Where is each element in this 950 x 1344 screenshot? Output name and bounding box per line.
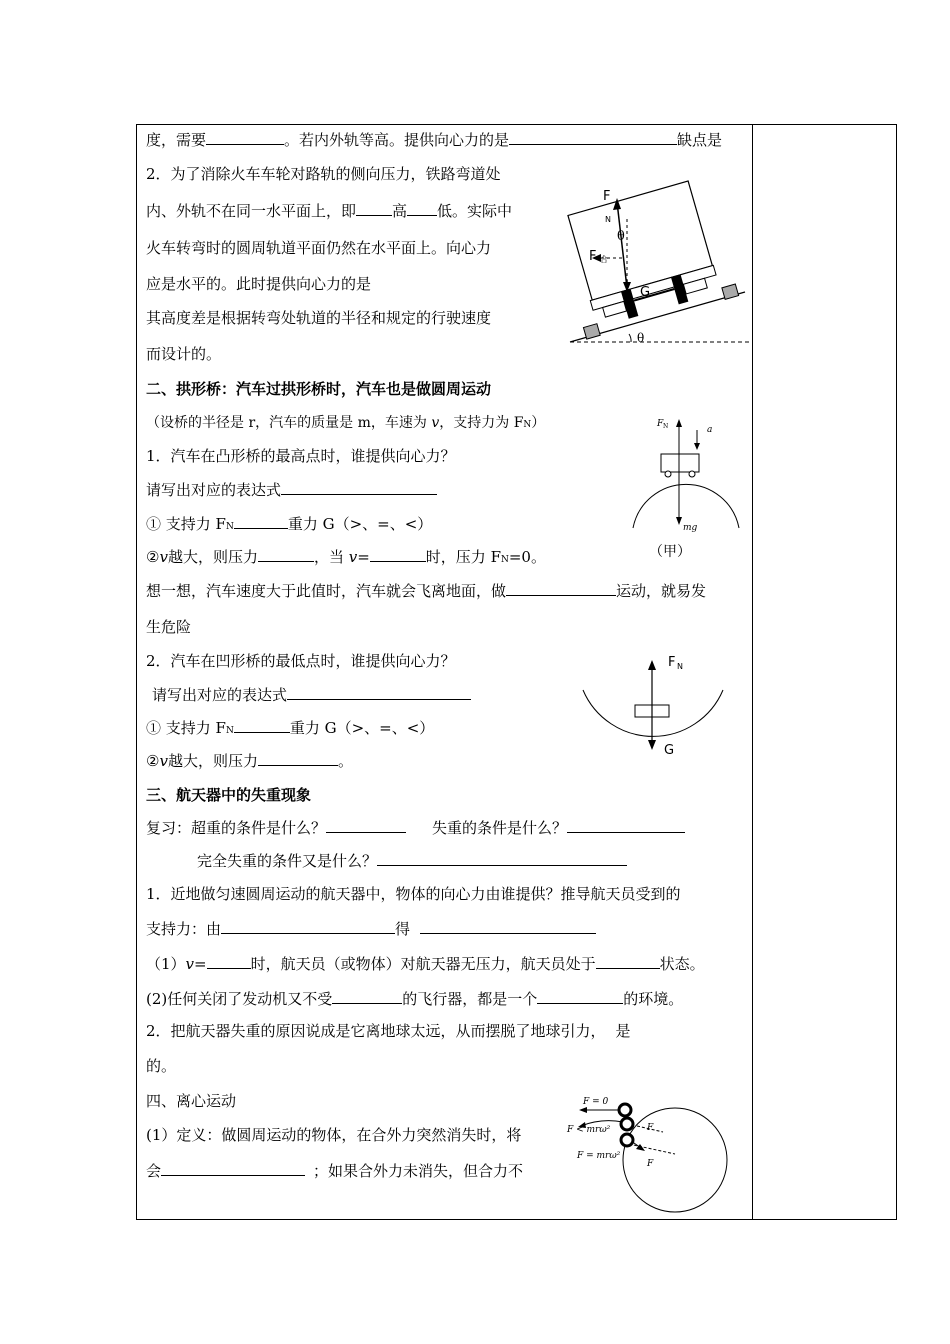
text-line-6: 其高度差是根据转弯处轨道的半径和规定的行驶速度 [146, 309, 492, 327]
force-label: F = 0 [583, 1097, 609, 1107]
force-label: F < mrω² [567, 1125, 611, 1135]
force-label: F [647, 1123, 654, 1133]
text: 2．把航天器失重的原因说成是它离地球太远，从而摆脱了地球引力， [146, 1022, 606, 1040]
answer-blank[interactable] [596, 954, 660, 969]
text: 越大，则压力 [167, 752, 258, 770]
concave-bridge-figure [578, 650, 728, 760]
text: 失重的条件是什么？ [432, 819, 568, 837]
text-line-18 [146, 718, 434, 741]
text-line-7: 而设计的。 [146, 345, 222, 363]
angle-label: θ [637, 331, 645, 345]
text-line-22 [197, 851, 627, 871]
text-line-30: (1）定义：做圆周运动的物体，在合外力突然消失时，将 [146, 1126, 522, 1144]
text-line-9 [146, 413, 545, 435]
text: （设桥的半径是 r，汽车的质量是 m，车速为 [146, 415, 432, 431]
text: ；如果合外力未消失，但合力不 [313, 1162, 524, 1180]
text: v [348, 548, 358, 566]
force-label: N [663, 423, 669, 430]
text: N [225, 726, 234, 736]
text: 支持力：由 [146, 920, 222, 938]
section-heading-arch-bridge: 二、拱形桥：汽车过拱形桥时，汽车也是做圆周运动 [146, 380, 492, 398]
figure-caption: （甲） [649, 544, 691, 560]
text: 低。实际中 [437, 202, 513, 220]
answer-blank[interactable] [567, 818, 685, 833]
text: 高 [392, 202, 408, 220]
centrifugal-motion-figure [565, 1088, 740, 1218]
force-label: F = mrω² [577, 1151, 621, 1161]
text-line-13 [146, 547, 546, 570]
text: 是 [615, 1022, 631, 1040]
text-line-28: 的。 [146, 1057, 177, 1075]
text: 会 [146, 1162, 162, 1180]
answer-blank[interactable] [258, 751, 338, 766]
answer-blank[interactable] [221, 919, 395, 934]
text-line-12 [146, 514, 432, 537]
text: v [185, 955, 195, 973]
force-label: mg [683, 523, 698, 533]
force-label: F [647, 1159, 654, 1169]
text-line-24 [146, 919, 596, 939]
force-label: G [664, 743, 675, 758]
text: 完全失重的条件又是什么？ [197, 852, 378, 870]
text: ，当 [313, 548, 349, 566]
text: 时，航天员（或物体）对航天器无压力，航天员处于 [250, 955, 596, 973]
text-line-19 [146, 751, 353, 771]
text: = [194, 955, 207, 973]
text: =0。 [508, 548, 546, 566]
text: N [523, 420, 532, 430]
text: 重力 G（>、=、<） [287, 515, 433, 533]
answer-blank[interactable] [420, 919, 596, 934]
section-heading-weightlessness: 三、航天器中的失重现象 [146, 786, 312, 804]
text: 内、外轨不在同一水平面上，即 [146, 202, 357, 220]
text: 。若内外轨等高。提供向心力的是 [284, 131, 510, 149]
force-label: F [589, 249, 597, 264]
answer-blank[interactable] [377, 851, 627, 866]
answer-blank[interactable] [370, 547, 426, 562]
text: 运动，就易发 [616, 582, 707, 600]
text-line-2: 2．为了消除火车车轮对路轨的侧向压力，铁路弯道处 [146, 165, 501, 183]
text: 状态。 [659, 955, 705, 973]
text-line-11 [146, 480, 437, 500]
answer-blank[interactable] [537, 989, 623, 1004]
text-line-23: 1．近地做匀速圆周运动的航天器中，物体的向心力由谁提供？推导航天员受到的 [146, 885, 681, 903]
text-line-15: 生危险 [146, 618, 192, 636]
text-line-17 [152, 685, 471, 705]
text: 度，需要 [146, 131, 207, 149]
text: 请写出对应的表达式 [152, 686, 288, 704]
text-line-26 [146, 989, 683, 1009]
text-line-27 [146, 1021, 631, 1041]
text: 请写出对应的表达式 [146, 481, 282, 499]
text: 。 [337, 752, 353, 770]
text: ① 支持力 F [146, 719, 226, 737]
answer-blank[interactable] [281, 480, 437, 495]
text: v [159, 752, 168, 770]
text-line-4: 火车转弯时的圆周轨道平面仍然在水平面上。向心力 [146, 239, 492, 257]
text-line-21 [146, 818, 685, 838]
text-line-14 [146, 581, 706, 601]
force-label: 合 [600, 255, 608, 264]
force-label: N [605, 215, 611, 224]
text-line-1 [146, 130, 722, 150]
answer-blank[interactable] [207, 954, 251, 969]
answer-blank[interactable] [161, 1161, 305, 1176]
answer-blank[interactable] [287, 685, 471, 700]
train-banked-curve-figure [565, 180, 755, 350]
answer-blank[interactable] [234, 514, 288, 529]
text-line-31 [146, 1161, 523, 1181]
text-line-10: 1．汽车在凸形桥的最高点时，谁提供向心力？ [146, 447, 456, 465]
answer-blank[interactable] [206, 130, 284, 145]
text: 的飞行器，都是一个 [402, 990, 538, 1008]
answer-blank[interactable] [356, 201, 392, 216]
section-heading-centrifugal: 四、离心运动 [146, 1092, 237, 1110]
text: 复习：超重的条件是什么？ [146, 819, 327, 837]
answer-blank[interactable] [326, 818, 406, 833]
force-label: F [668, 655, 676, 670]
text: ② [146, 752, 160, 770]
answer-blank[interactable] [509, 130, 677, 145]
text: 得 [395, 920, 411, 938]
text: 的环境。 [623, 990, 684, 1008]
force-label: N [677, 662, 683, 671]
text: 越大，则压力 [167, 548, 258, 566]
force-label: G [640, 285, 651, 300]
answer-blank[interactable] [407, 201, 437, 216]
text: v [159, 548, 168, 566]
text: 重力 G（>、=、<） [289, 719, 435, 737]
answer-blank[interactable] [258, 547, 314, 562]
text: v [431, 415, 440, 431]
force-label: F [603, 189, 611, 204]
answer-blank[interactable] [234, 718, 290, 733]
text: ，支持力为 F [439, 415, 524, 431]
text: ① 支持力 F [146, 515, 226, 533]
text: 缺点是 [677, 131, 723, 149]
text: ② [146, 548, 160, 566]
text-line-3 [146, 201, 512, 221]
text: 想一想，汽车速度大于此值时，汽车就会飞离地面，做 [146, 582, 507, 600]
text-line-16: 2．汽车在凹形桥的最低点时，谁提供向心力？ [146, 652, 456, 670]
text-line-5: 应是水平的。此时提供向心力的是 [146, 275, 372, 293]
text: N [225, 522, 234, 532]
text: (2)任何关闭了发动机又不受 [146, 990, 333, 1008]
accel-label: a [707, 425, 713, 435]
text-line-25 [146, 954, 705, 974]
convex-bridge-figure [625, 410, 745, 570]
text: （1） [146, 955, 186, 973]
answer-blank[interactable] [332, 989, 402, 1004]
text: ） [531, 415, 546, 431]
text: N [500, 555, 509, 565]
answer-blank[interactable] [506, 581, 616, 596]
force-label: F [657, 419, 664, 429]
text: 时，压力 F [425, 548, 501, 566]
angle-label: θ [617, 229, 625, 244]
text: = [357, 548, 370, 566]
